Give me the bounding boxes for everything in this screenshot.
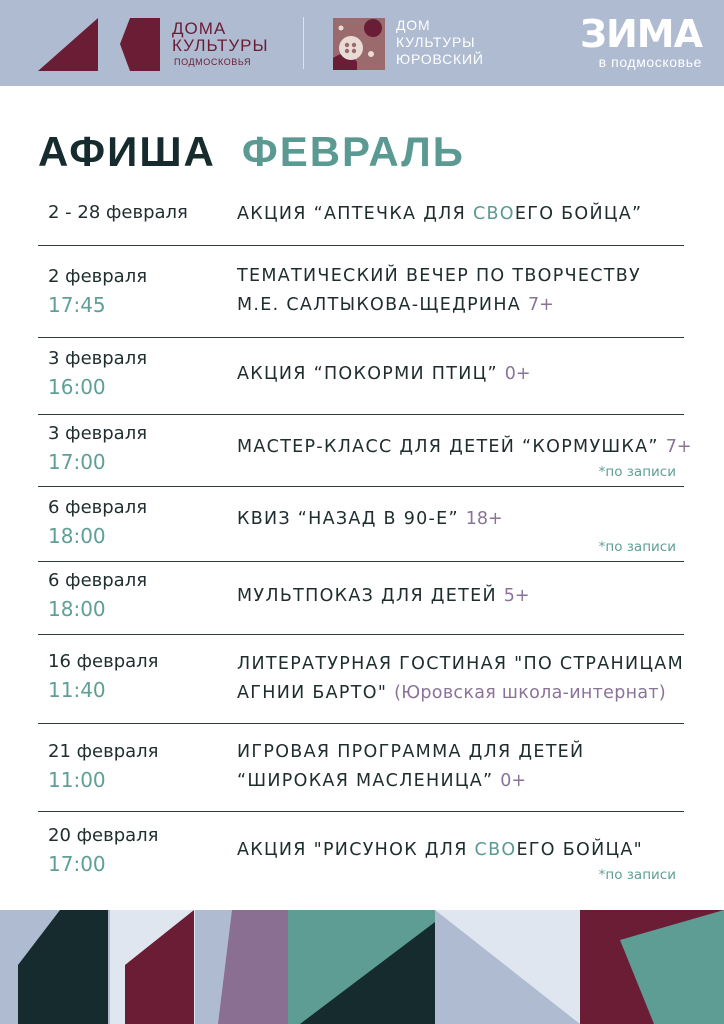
page-title (38, 128, 465, 176)
event-title (237, 360, 531, 389)
event-date: 2 февраля (48, 266, 148, 287)
age-rating: 18+ (465, 509, 503, 529)
event-date: 3 февраля (48, 348, 148, 369)
event-title-highlight: СВО (474, 840, 517, 860)
brand-yur-line1: ДОМ (396, 17, 431, 33)
event-title-highlight: СВО (472, 204, 515, 224)
event-row (38, 635, 684, 724)
age-rating: 0+ (500, 771, 527, 791)
footer-pattern (0, 910, 724, 1024)
event-title (237, 433, 692, 462)
event-row (38, 246, 684, 338)
event-time: 16:00 (48, 375, 106, 399)
event-title-text: МУЛЬТПОКАЗ ДЛЯ ДЕТЕЙ (237, 586, 497, 606)
event-row (38, 812, 684, 892)
event-time: 11:00 (48, 768, 106, 792)
event-title (237, 738, 584, 796)
event-date: 16 февраля (48, 651, 159, 672)
event-date: 6 февраля (48, 570, 148, 591)
zima-title: ЗИМА (579, 12, 702, 56)
event-date: 21 февраля (48, 741, 159, 762)
age-rating: 7+ (665, 437, 692, 457)
event-title (237, 650, 684, 708)
brand-yur-line3: ЮРОВСКИЙ (396, 51, 484, 67)
brand-yur-line2: КУЛЬТУРЫ (396, 34, 476, 50)
header-divider (303, 17, 304, 69)
age-rating: 7+ (527, 295, 554, 315)
event-title-part: ЕГО БОЙЦА" (516, 840, 643, 860)
dk-podmoskovya-brand (172, 20, 269, 67)
age-rating: 0+ (504, 364, 531, 384)
event-row (38, 190, 684, 246)
brand-dk-line1: ДОМА (172, 19, 227, 38)
event-row (38, 338, 684, 415)
zima-subtitle: в подмосковье (598, 54, 702, 70)
event-row (38, 724, 684, 812)
event-title-line: М.Е. САЛТЫКОВА-ЩЕДРИНА (237, 295, 522, 315)
event-time: 18:00 (48, 597, 106, 621)
event-row (38, 562, 684, 635)
registration-note: *по записи (598, 464, 676, 480)
title-month: ФЕВРАЛЬ (241, 128, 465, 175)
event-time: 17:45 (48, 293, 106, 317)
title-afisha: АФИША (38, 128, 216, 175)
event-title-part: ЕГО БОЙЦА” (514, 204, 643, 224)
event-time: 17:00 (48, 450, 106, 474)
brand-dk-line3: ПОДМОСКОВЬЯ (174, 57, 252, 67)
header-band (0, 0, 724, 86)
event-time: 11:40 (48, 678, 106, 702)
event-date: 2 - 28 февраля (48, 202, 188, 223)
brand-dk-line2: КУЛЬТУРЫ (172, 36, 269, 55)
zima-brand (580, 14, 702, 70)
event-title (237, 836, 643, 865)
event-title (237, 582, 530, 611)
event-row (38, 415, 692, 487)
event-time: 18:00 (48, 524, 106, 548)
event-title-text: КВИЗ “НАЗАД В 90-Е” (237, 509, 459, 529)
event-title-part: АКЦИЯ “АПТЕЧКА ДЛЯ (237, 204, 473, 224)
yurovsky-brand (396, 17, 484, 68)
event-title-line: ТЕМАТИЧЕСКИЙ ВЕЧЕР ПО ТВОРЧЕСТВУ (237, 266, 642, 286)
event-title-line: ЛИТЕРАТУРНАЯ ГОСТИНАЯ "ПО СТРАНИЦАМ (237, 654, 684, 674)
event-title-part: АКЦИЯ "РИСУНОК ДЛЯ (237, 840, 475, 860)
event-date: 20 февраля (48, 825, 159, 846)
event-title-text: МАСТЕР-КЛАСС ДЛЯ ДЕТЕЙ “КОРМУШКА” (237, 437, 659, 457)
events-list (38, 190, 692, 892)
event-title (237, 505, 503, 534)
event-title-line: АГНИИ БАРТО" (237, 683, 388, 703)
dk-podmoskovya-logo-mark (38, 18, 160, 71)
event-row (38, 487, 684, 562)
event-venue: (Юровская школа-интернат) (394, 683, 667, 703)
event-title-line: ИГРОВАЯ ПРОГРАММА ДЛЯ ДЕТЕЙ (237, 742, 585, 762)
event-title (237, 262, 641, 320)
registration-note: *по записи (598, 539, 676, 555)
event-date: 6 февраля (48, 497, 148, 518)
event-title (237, 200, 642, 229)
event-date: 3 февраля (48, 423, 148, 444)
event-title-text: АКЦИЯ “ПОКОРМИ ПТИЦ” (237, 364, 498, 384)
event-title-line: “ШИРОКАЯ МАСЛЕНИЦА” (237, 771, 494, 791)
event-time: 17:00 (48, 852, 106, 876)
registration-note: *по записи (598, 867, 676, 883)
yurovsky-logo-icon (333, 18, 385, 70)
age-rating: 5+ (503, 586, 530, 606)
